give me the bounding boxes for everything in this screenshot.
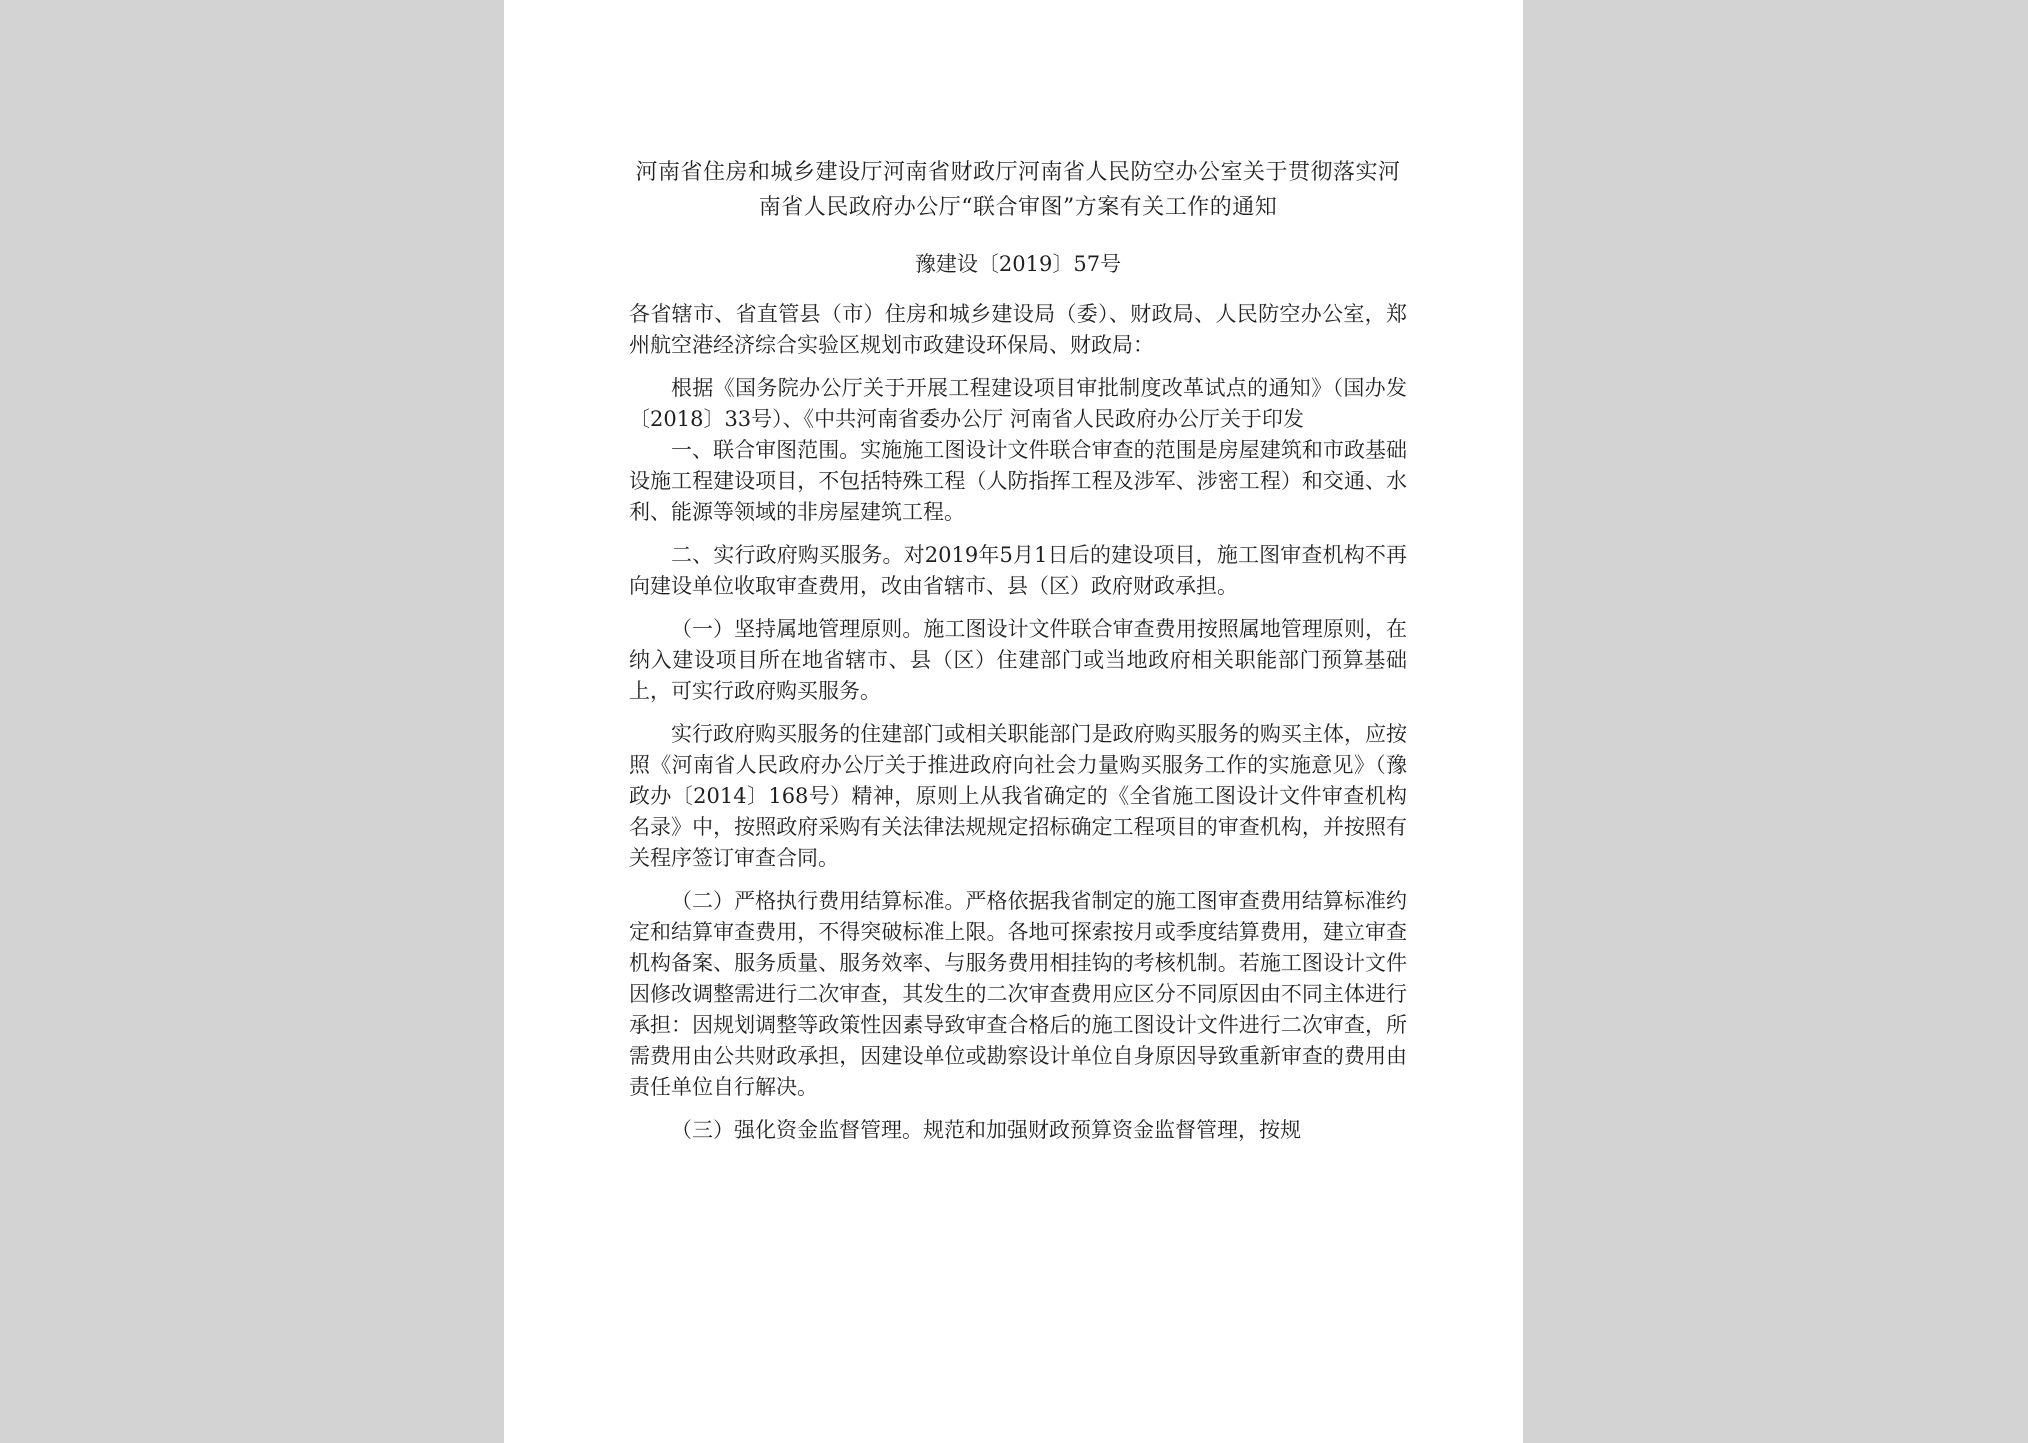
document-title: 河南省住房和城乡建设厅河南省财政厅河南省人民防空办公室关于贯彻落实河南省人民政府办公厅“联合审图”方案有关工作的通知 bbox=[635, 160, 1401, 220]
paragraph-fund-supervision: （三）强化资金监督管理。规范和加强财政预算资金监督管理，按规 bbox=[671, 1118, 1301, 1142]
paragraph-purchase-subject: 实行政府购买服务的住建部门或相关职能部门是政府购买服务的购买主体，应按照《河南省人民政府办公厅关于推进政府向社会力量购买服务工作的实施意见》（豫政办〔2014〕168号）精神，原则上从我省确定的《全省施工图设计文件审查机构名录》中，按照政府采购有关法律法规规定招标确定工程项目的审查机构，并按照有关程序签订审查合同。 bbox=[629, 722, 1407, 870]
paragraph-purchase-service: 二、实行政府购买服务。对2019年5月1日后的建设项目，施工图审查机构不再向建设单位收取审查费用，改由省辖市、县（区）政府财政承担。 bbox=[629, 543, 1407, 598]
paragraph-basis: 根据《国务院办公厅关于开展工程建设项目审批制度改革试点的通知》（国办发〔2018〕33号）、《中共河南省委办公厅 河南省人民政府办公厅关于印发 bbox=[629, 376, 1407, 431]
paragraph-scope: 一、联合审图范围。实施施工图设计文件联合审查的范围是房屋建筑和市政基础设施工程建设项目，不包括特殊工程（人防指挥工程及涉军、涉密工程）和交通、水利、能源等领域的非房屋建筑工程。 bbox=[629, 438, 1407, 524]
document-page bbox=[504, 0, 1523, 1443]
document-number: 豫建设〔2019〕57号 bbox=[914, 252, 1122, 276]
addressee: 各省辖市、省直管县（市）住房和城乡建设局（委）、财政局、人民防空办公室，郑州航空港经济综合实验区规划市政建设环保局、财政局： bbox=[629, 302, 1407, 357]
document-body bbox=[629, 155, 1407, 1146]
paragraph-fee-settlement: （二）严格执行费用结算标准。严格依据我省制定的施工图审查费用结算标准约定和结算审查费用，不得突破标准上限。各地可探索按月或季度结算费用，建立审查机构备案、服务质量、服务效率、与服务费用相挂钩的考核机制。若施工图设计文件因修改调整需进行二次审查，其发生的二次审查费用应区分不同原因由不同主体进行承担：因规划调整等政策性因素导致审查合格后的施工图设计文件进行二次审查，所需费用由公共财政承担，因建设单位或勘察设计单位自身原因导致重新审查的费用由责任单位自行解决。 bbox=[629, 889, 1407, 1099]
paragraph-territorial-management: （一）坚持属地管理原则。施工图设计文件联合审查费用按照属地管理原则，在纳入建设项目所在地省辖市、县（区）住建部门或当地政府相关职能部门预算基础上，可实行政府购买服务。 bbox=[629, 617, 1407, 703]
